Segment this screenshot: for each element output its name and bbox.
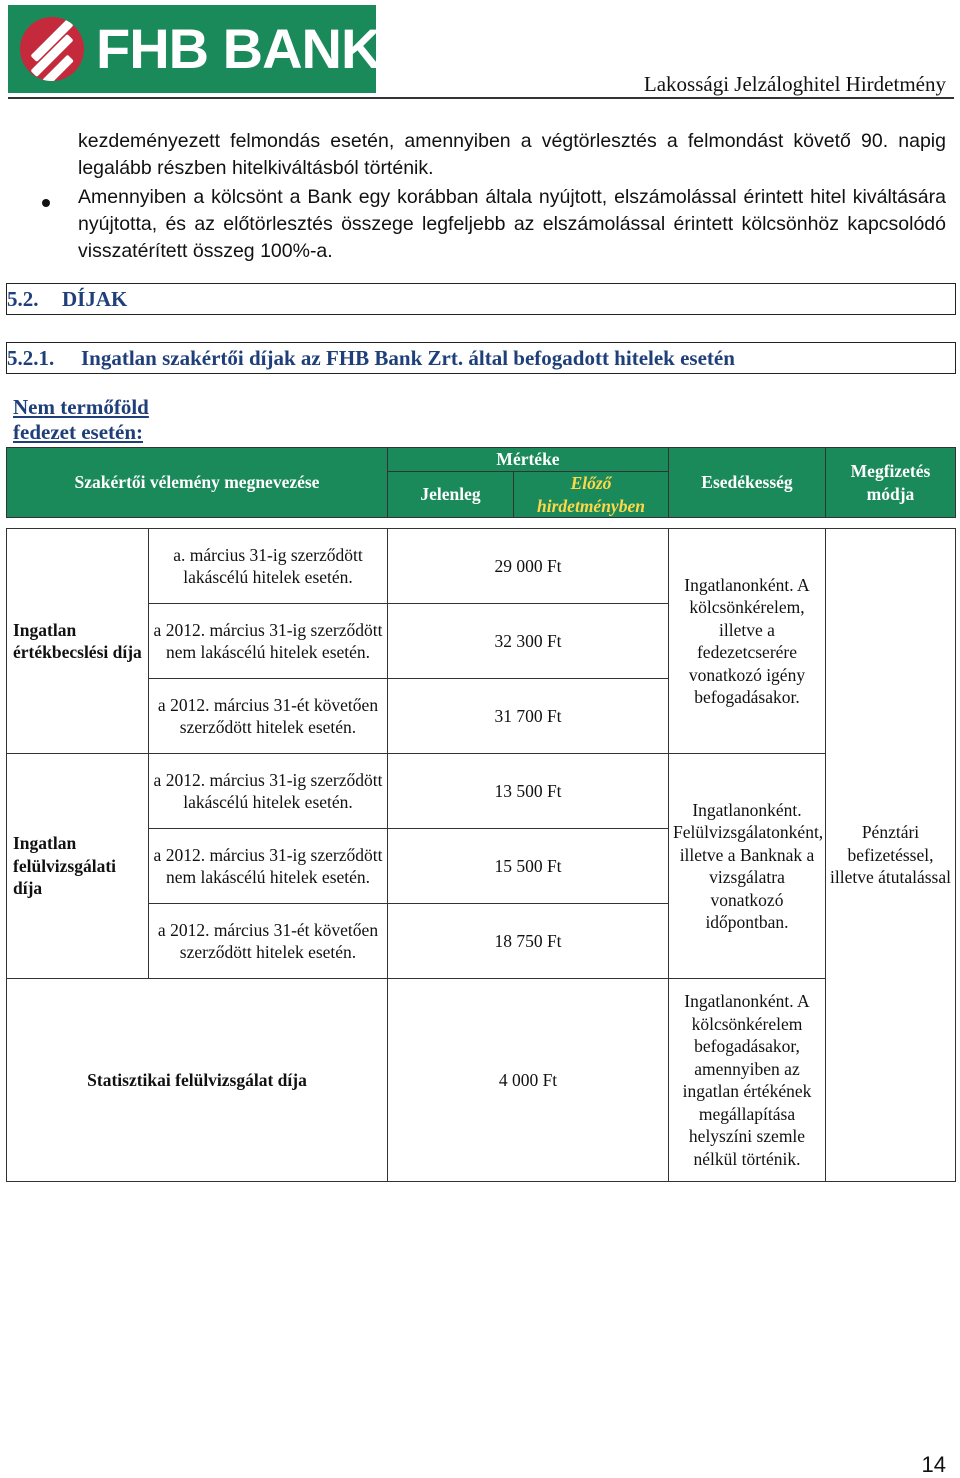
valuation-desc-3: a 2012. március 31-ét követően szerződött hitelek esetén. — [149, 679, 388, 754]
header-measure: Mértéke — [388, 448, 669, 472]
row-label-review: Ingatlan felülvizsgálati díja — [7, 754, 149, 979]
logo-text: FHB BANK — [96, 17, 381, 80]
header-current: Jelenleg — [388, 472, 514, 518]
review-fee-2: 15 500 Ft — [388, 829, 669, 904]
fhb-logo-icon — [20, 17, 84, 81]
statistical-due: Ingatlanonként. A kölcsönkérelem befogadásakor, amennyiben az ingatlan értékének megállapítása helyszíni szemle nélkül történik. — [669, 979, 826, 1182]
section-heading-5-2 — [6, 283, 956, 315]
document-title: Lakossági Jelzáloghitel Hirdetmény — [643, 72, 946, 96]
section-heading-5-2-1 — [6, 342, 956, 374]
subheading-line1: Nem termőföld — [13, 395, 149, 419]
fhb-bank-logo — [8, 5, 381, 93]
header-name: Szakértői vélemény megnevezése — [7, 448, 388, 518]
valuation-due: Ingatlanonként. A kölcsönkérelem, illetve a fedezetcserére vonatkozó igény befogadásakor. — [669, 529, 826, 754]
statistical-fee: 4 000 Ft — [388, 979, 669, 1182]
section-number: 5.2.1. — [7, 346, 55, 370]
section-title: Ingatlan szakértői díjak az FHB Bank Zrt. által befogadott hitelek esetén — [81, 346, 735, 370]
section-title: DÍJAK — [62, 287, 128, 311]
valuation-fee-3: 31 700 Ft — [388, 679, 669, 754]
review-desc-3: a 2012. március 31-ét követően szerződött hitelek esetén. — [149, 904, 388, 979]
header-due: Esedékesség — [669, 448, 826, 518]
review-desc-1: a 2012. március 31-ig szerződött lakáscélú hitelek esetén. — [149, 754, 388, 829]
row-label-valuation: Ingatlan értékbecslési díja — [7, 529, 149, 754]
subheading — [13, 395, 149, 445]
subheading-line2: fedezet esetén: — [13, 420, 143, 444]
header-previous: Előző hirdetményben — [514, 472, 669, 518]
review-fee-1: 13 500 Ft — [388, 754, 669, 829]
header-payment: Megfizetés módja — [826, 448, 956, 518]
payment-method: Pénztári befizetéssel, illetve átutalással — [826, 529, 956, 1182]
paragraph-bullet: Amennyiben a kölcsönt a Bank egy korábban általa nyújtott, elszámolással érintett hitel kiváltására nyújtotta, és az előtörlesztés összege legfeljebb az elszámolással érintett kölcsönhöz kapcsolódó visszatérített összeg 100%-a. — [78, 186, 946, 262]
paragraph-continuation: kezdeményezett felmondás esetén, amennyiben a végtörlesztés a felmondást követő 90. napig legalább részben hitelkiváltásból történik. — [78, 130, 946, 179]
review-desc-2: a 2012. március 31-ig szerződött nem lakáscélú hitelek esetén. — [149, 829, 388, 904]
section-number: 5.2. — [7, 287, 39, 311]
valuation-fee-2: 32 300 Ft — [388, 604, 669, 679]
row-label-statistical: Statisztikai felülvizsgálat díja — [7, 979, 388, 1182]
page-number: 14 — [921, 1452, 946, 1477]
header-divider — [8, 97, 954, 99]
fee-table — [6, 447, 956, 1182]
review-fee-3: 18 750 Ft — [388, 904, 669, 979]
review-due: Ingatlanonként. Felülvizsgálatonként, illetve a Banknak a vizsgálatra vonatkozó időpontban. — [669, 754, 826, 979]
valuation-desc-2: a 2012. március 31-ig szerződött nem lakáscélú hitelek esetén. — [149, 604, 388, 679]
valuation-desc-1: a. március 31-ig szerződött lakáscélú hitelek esetén. — [149, 529, 388, 604]
bullet-icon — [42, 199, 50, 207]
valuation-fee-1: 29 000 Ft — [388, 529, 669, 604]
